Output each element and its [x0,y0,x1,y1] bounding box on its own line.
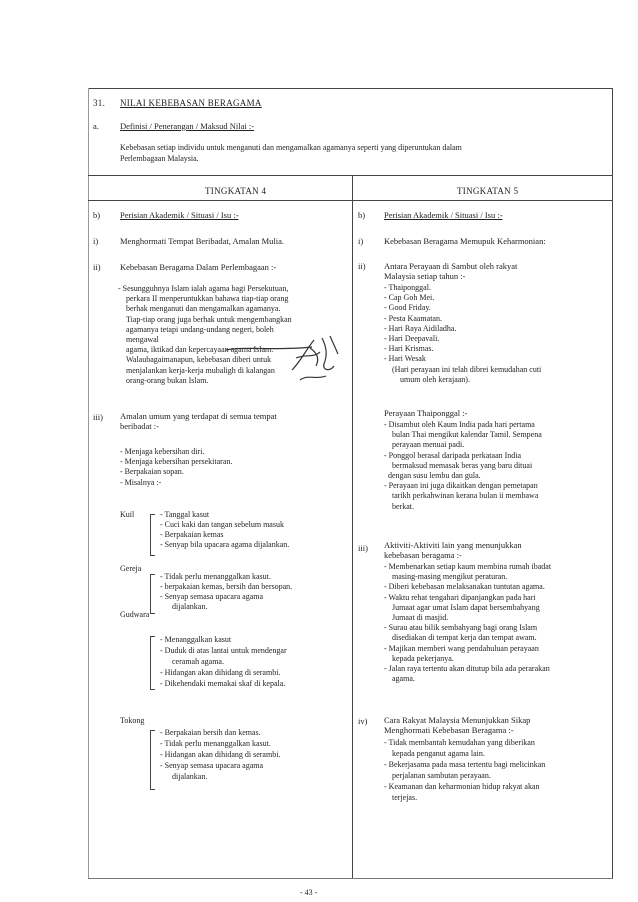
frame-left-line [88,88,89,878]
text-line: tarikh perkahwinan kerana bulan ii membawa [392,491,539,501]
text-line: - Tanggal kasut [160,510,210,519]
right-b-label: b) [358,210,366,220]
text-line: - Tidak perlu menanggalkan kasut. [160,739,271,748]
handwritten-underline [224,343,314,353]
text-line: - Berpakaian bersih dan kemas. [160,728,261,737]
left-i-label: i) [93,236,99,246]
text-line: - Cuci kaki dan tangan sebelum masuk [160,520,284,529]
text-line: kepada pekerjanya. [392,653,454,663]
text-line: Menghormati Kebebasan Beragama :- [384,725,514,736]
brace-kuil [150,514,155,556]
text-line: - Hidangan akan dihidang di serambi. [160,668,281,677]
text-line: - Tidak membantah kemudahan yang diberikan [384,738,535,747]
list-item: - Hari Krismas. [384,344,434,354]
text-line: agamanya tetapi undang-undang negeri, boleh [126,324,274,334]
festival-list [384,283,541,385]
definition-line: Perlembagaan Malaysia. [120,154,199,163]
text-line: Amalan umum yang terdapat di semua tempat [120,411,277,421]
text-line: - Jalan raya tertentu akan ditutup bila ada perarakan [384,664,550,674]
text-line: Jumaat agar umat Islam dapat bersembahyang [392,602,540,612]
text-line: - Keamanan dan keharmonian hidup rakyat akan [384,782,540,791]
text-line: (Hari perayaan ini telah dibrei kemudahan cuti [392,364,542,374]
thaipong-title: Perayaan Thaiponggal :- [384,408,468,418]
text-line: ceramah agama. [172,657,224,666]
place-name-kuil: Kuil [120,510,135,519]
text-line: Cara Rakyat Malaysia Menunjukkan Sikap [384,715,531,725]
list-item: - Cap Goh Mei. [384,293,435,303]
place-name-gudwara: Gudwara [120,610,150,619]
text-line: terjejas. [392,793,418,802]
text-line: perkara II menperuntukkan bahawa tiap-tiap orang [126,294,289,304]
text-line: - Surau atau bilik sembahyang bagi orang Islam [384,623,538,633]
text-line: - Berpakaian sopan. [120,467,184,477]
left-iii-title [120,411,277,431]
handwritten-annotation [286,328,346,390]
place-items-kuil [160,510,289,550]
column-divider [352,175,353,878]
definition-line: Kebebasan setiap individu untuk menganuti dan mengamalkan agamanya seperti yang diperuntukan dalam [120,143,462,152]
text-line: bulan Thai mengikut kalendar Tamil. Sempena [392,430,542,440]
text-line: Malaysia setiap tahun :- [384,271,466,282]
text-line: - Dikehendaki memakai skaf di kepala. [160,679,286,688]
frame-bottom-line [88,878,613,879]
text-line: - Senyap semasa upacara agama [160,592,264,601]
text-line: Antara Perayaan di Sambut oleh rakyat [384,261,518,271]
text-line: - Membenarkan setiap kaum membina rumah ibadat [384,562,552,571]
text-line: Jumaat di masjid. [392,613,449,623]
text-line: dijalankan. [172,602,208,611]
table-header-line [88,200,613,201]
right-i-label: i) [358,236,364,246]
text-line: - Misalnya :- [120,477,162,487]
text-line: - Waktu rehat tengahari dipanjangkan pada hari [384,592,536,602]
text-line: - Menjaga kebersihan persekitaran. [120,457,233,467]
table-top-line [88,175,613,176]
text-line: orang-orang bukan Islam. [126,375,209,385]
text-line: - Perayaan ini juga dikaitkan dengan pemetapan [384,481,538,491]
list-item: - Hari Wesak [384,354,426,364]
text-line: - Diberi kebebasan melaksanakan tuntutan agama. [384,582,545,592]
text-line: kepada penganut agama lain. [392,749,485,758]
text-line: - Sesungguhnya Islam ialah agama bagi Persekutuan, [118,284,289,293]
text-line: masing-masing mengikut peraturan. [392,572,508,582]
left-iii-label: iii) [93,412,103,422]
right-ii-label: ii) [358,261,366,271]
right-b-title: Perisian Akademik / Situasi / Isu :- [384,210,503,220]
place-items-gudwara [160,634,287,689]
text-line: disediakan di tempat kerja dan tempat awam. [392,633,537,643]
frame-right-line [612,88,613,878]
text-line: - Majikan memberi wang pendahuluan perayaan [384,643,539,653]
right-iii-body [384,562,551,684]
section-number: 31. [93,98,106,108]
right-iv-body [384,737,545,803]
brace-gudwara [150,636,155,690]
text-line: - Menanggalkan kasut [160,635,232,644]
text-line: dengan susu lembu dan gula. [388,471,481,481]
text-line: perayaan menuai padi. [392,440,465,450]
text-line: - Disambut oleh Kaum India pada hari pertama [384,420,535,429]
text-line: Tiap-tiap orang juga berhak untuk mengembangkan [126,314,292,324]
text-line: beribadat :- [120,421,159,432]
text-line: agama. [392,674,415,684]
text-line: - Senyap semasa upacara agama [160,761,264,770]
list-item: - Hari Deepavali. [384,334,440,344]
brace-tokong [150,730,155,790]
text-line: mengawal [126,335,159,345]
subsection-a-title: Definisi / Penerangan / Maksud Nilai :- [120,121,255,131]
right-i-text: Kebebasan Beragama Memupuk Keharmonian: [384,236,546,246]
definition-text [120,142,462,164]
place-items-gereja [160,572,292,612]
left-b-label: b) [93,210,101,220]
list-item: - Good Friday. [384,303,431,313]
text-line: - Menjaga kebersihan diri. [120,447,205,456]
thaipong-body [384,420,542,512]
text-line: berkat. [392,501,414,511]
text-line: dijalankan. [172,772,208,781]
list-item: - Pesta Kaamatan. [384,313,442,323]
right-iv-title [384,715,530,735]
right-iii-label: iii) [358,543,368,553]
page-number: - 43 - [300,888,318,897]
place-items-tokong [160,727,280,782]
text-line: perjalanan sambutan perayaan. [392,771,491,780]
left-ii-title: Kebebasan Beragama Dalam Perlembagaan :- [120,262,277,272]
text-line: agama, iktikad dan kepercayaan agama Islam. [126,345,274,355]
left-b-title: Perisian Akademik / Situasi / Isu :- [120,210,239,220]
right-iv-label: iv) [358,716,368,726]
text-line: bermaksud memasak beras yang baru dituai [392,460,533,470]
right-iii-title [384,540,522,560]
text-line: kebebasan beragama :- [384,550,462,561]
text-line: - Ponggol berasal daripada perkataan India [384,450,522,460]
place-name-tokong: Tokong [120,716,145,725]
left-ii-body [118,284,292,386]
text-line: - Berpakaian kemas [160,530,224,539]
text-line: - Hidangan akan dihidang di serambi. [160,750,281,759]
text-line: - Duduk di atas lantai untuk mendengar [160,646,287,655]
list-item: - Hari Raya Aidiladha. [384,323,457,333]
text-line: - Tidak perlu menanggalkan kasut. [160,572,271,581]
left-i-text: Menghormati Tempat Beribadat, Amalan Mulia. [120,236,285,246]
text-line: menjalankan kerja-kerja mubaligh di kalangan [126,365,275,375]
subsection-a-label: a. [93,121,99,131]
text-line: umum oleh kerajaan). [400,374,470,384]
text-line: - Senyap bila upacara agama dijalankan. [160,540,290,549]
section-title: NILAI KEBEBASAN BERAGAMA [120,98,262,108]
place-name-gereja: Gereja [120,564,142,573]
right-column-header: TINGKATAN 5 [457,186,519,196]
left-ii-label: ii) [93,262,101,272]
text-line: berhak menganuti dan mengamalkan agamanya. [126,304,281,314]
text-line: - Bekerjasama pada masa tertentu bagi melicinkan [384,760,546,769]
text-line: Aktiviti-Aktiviti lain yang menunjukkan [384,540,522,550]
right-ii-title [384,261,517,281]
left-column-header: TINGKATAN 4 [205,186,267,196]
text-line: Walaubagaimanapun, kebebasan diberi untuk [126,355,272,365]
brace-gereja [150,574,155,614]
left-iii-items [120,447,232,488]
frame-top-line [88,88,613,89]
text-line: - berpakaian kemas, bersih dan bersopan. [160,582,293,591]
list-item: - Thaiponggal. [384,283,431,292]
